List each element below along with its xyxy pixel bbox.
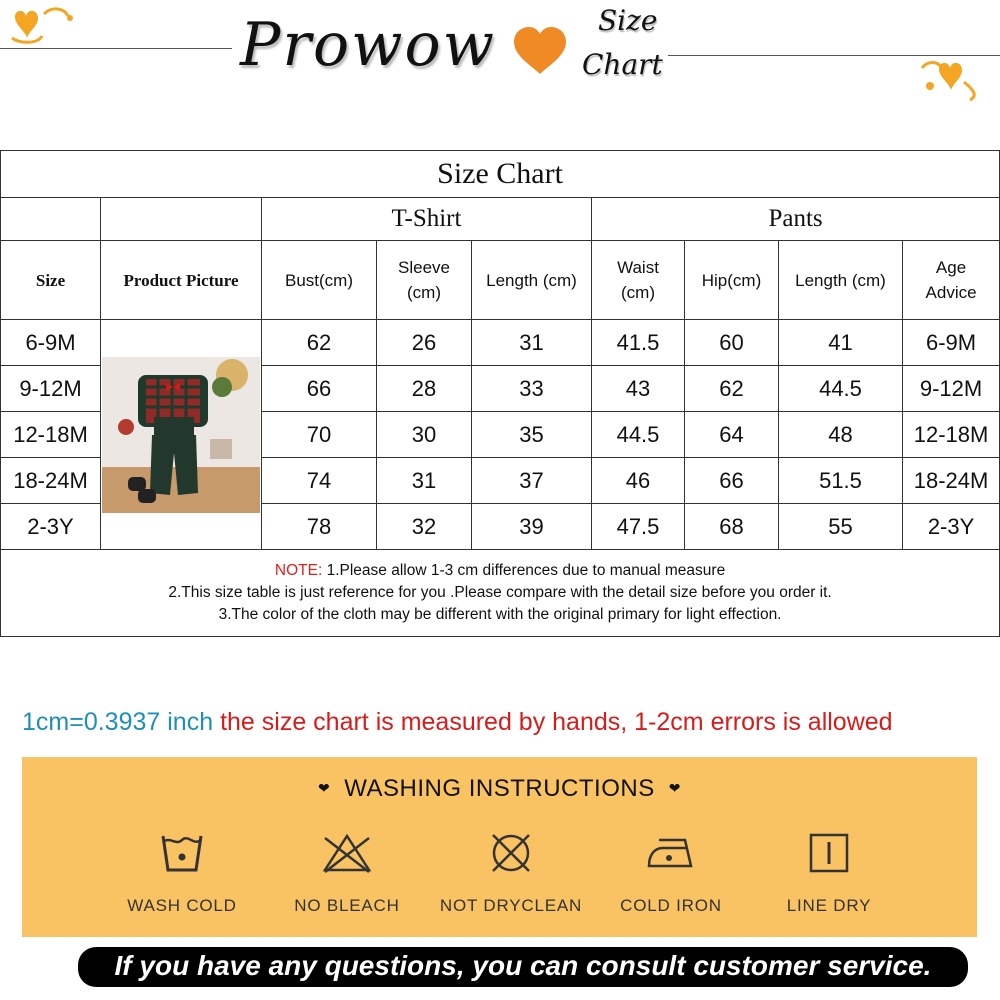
col-header-bust: Bust(cm) (262, 241, 377, 320)
unit-conversion: 1cm=0.3937 inch (22, 708, 214, 736)
shirt-length-cell: 35 (472, 412, 592, 458)
waist-cell: 46 (592, 458, 685, 504)
size-cell: 18-24M (1, 458, 101, 504)
measure-tolerance: the size chart is measured by hands, 1-2cm errors is allowed (220, 708, 893, 736)
care-label: NOT DRYCLEAN (439, 896, 583, 915)
bust-cell: 74 (262, 458, 377, 504)
group-tshirt: T-Shirt (262, 198, 592, 241)
no-dryclean-icon (485, 832, 537, 874)
hip-cell: 62 (685, 366, 779, 412)
group-pants: Pants (592, 198, 1000, 241)
waist-cell: 44.5 (592, 412, 685, 458)
measure-remark (22, 708, 893, 737)
table-note (1, 550, 1000, 637)
col-header-size: Size (1, 241, 101, 320)
col-header-waist (592, 241, 685, 320)
washing-instructions-panel (22, 757, 977, 937)
no-bleach-icon (319, 832, 375, 874)
sleeve-cell: 32 (377, 504, 472, 550)
note-line-1 (1, 560, 999, 582)
shirt-length-cell: 37 (472, 458, 592, 504)
washing-title (22, 775, 977, 803)
group-empty-picture (101, 198, 262, 241)
header-rule-left (0, 48, 232, 49)
care-item-no-bleach (282, 832, 412, 916)
hip-cell: 66 (685, 458, 779, 504)
size-chart-table (0, 150, 1000, 637)
customer-service-banner (78, 947, 968, 987)
note-line-2: 2.This size table is just reference for you .Please compare with the detail size before you order it. (168, 584, 832, 601)
chart-word: Chart (582, 48, 663, 81)
heart-icon: ❤ (668, 780, 681, 796)
shirt-length-cell: 33 (472, 366, 592, 412)
sleeve-cell: 31 (377, 458, 472, 504)
note-line-3: 3.The color of the cloth may be different with the original primary for light effection. (218, 606, 782, 623)
product-picture (101, 320, 262, 550)
care-label: LINE DRY (786, 896, 872, 915)
col-header-pants-length: Length (cm) (779, 241, 903, 320)
waist-cell: 47.5 (592, 504, 685, 550)
wash-cold-icon (160, 832, 204, 874)
col-header-age-advice (903, 241, 1000, 320)
washing-title-text: WASHING INSTRUCTIONS (344, 775, 655, 802)
waist-cell: 41.5 (592, 320, 685, 366)
bust-cell: 70 (262, 412, 377, 458)
pants-length-cell: 44.5 (779, 366, 903, 412)
care-label: COLD IRON (620, 896, 722, 915)
col-header-shirt-length: Length (cm) (472, 241, 592, 320)
care-label: NO BLEACH (294, 896, 400, 915)
pants-length-cell: 51.5 (779, 458, 903, 504)
customer-service-text: If you have any questions, you can consult customer service. (114, 950, 932, 981)
shirt-length-cell: 31 (472, 320, 592, 366)
note-text-1: 1.Please allow 1-3 cm differences due to manual measure (326, 562, 726, 579)
pants-length-cell: 55 (779, 504, 903, 550)
bust-cell: 62 (262, 320, 377, 366)
care-item-cold-iron (606, 832, 736, 916)
col-header-waist-text: Waist (cm) (617, 258, 659, 302)
bust-cell: 66 (262, 366, 377, 412)
care-item-line-dry (764, 832, 894, 916)
col-header-product-picture: Product Picture (101, 241, 262, 320)
pants-length-cell: 41 (779, 320, 903, 366)
hip-cell: 64 (685, 412, 779, 458)
age-cell: 9-12M (903, 366, 1000, 412)
heart-icon (512, 26, 568, 76)
age-cell: 2-3Y (903, 504, 1000, 550)
heart-icon: ❤ (318, 780, 331, 796)
col-header-age-text: Age Advice (925, 258, 977, 302)
hip-cell: 60 (685, 320, 779, 366)
product-photo (102, 357, 260, 513)
col-header-sleeve (377, 241, 472, 320)
age-cell: 18-24M (903, 458, 1000, 504)
pants-length-cell: 48 (779, 412, 903, 458)
care-item-wash-cold (117, 832, 247, 916)
sleeve-cell: 30 (377, 412, 472, 458)
hip-cell: 68 (685, 504, 779, 550)
age-cell: 6-9M (903, 320, 1000, 366)
size-cell: 12-18M (1, 412, 101, 458)
bust-cell: 78 (262, 504, 377, 550)
sleeve-cell: 26 (377, 320, 472, 366)
col-header-sleeve-text: Sleeve (cm) (398, 258, 450, 302)
ornament-heart-icon (8, 4, 78, 48)
size-word: Size (598, 4, 658, 37)
ornament-heart-icon (918, 56, 990, 104)
waist-cell: 43 (592, 366, 685, 412)
size-cell: 2-3Y (1, 504, 101, 550)
group-empty-size (1, 198, 101, 241)
cold-iron-icon (645, 832, 697, 874)
table-title: Size Chart (1, 151, 1000, 198)
sleeve-cell: 28 (377, 366, 472, 412)
size-cell: 6-9M (1, 320, 101, 366)
care-item-not-dryclean (436, 832, 586, 916)
col-header-hip: Hip(cm) (685, 241, 779, 320)
age-cell: 12-18M (903, 412, 1000, 458)
line-dry-icon (807, 832, 851, 874)
brand-logo: Prowow (240, 10, 497, 80)
care-label: WASH COLD (127, 896, 237, 915)
size-cell: 9-12M (1, 366, 101, 412)
shirt-length-cell: 39 (472, 504, 592, 550)
note-label: NOTE: (274, 562, 323, 579)
